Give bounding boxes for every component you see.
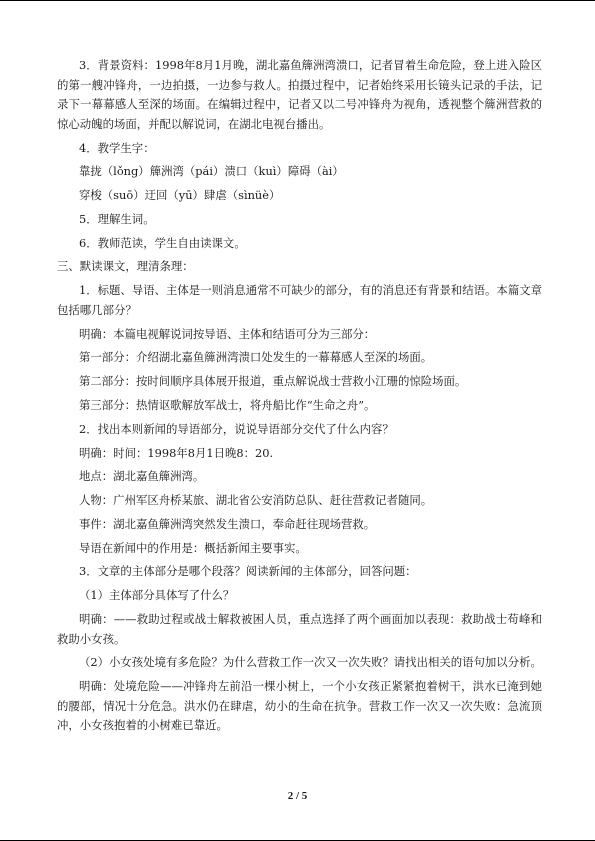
paragraph-background: 3．背景资料：1998年8月1月晚，湖北嘉鱼簰洲湾溃口，记者冒着生命危险，登上进入险区的第一艘冲锋舟，一边拍摄，一边参与救人。拍摄过程中，记者始终采用长镜头记录的手法，记录下一幕幕感人至深的场面。在编辑过程中，记者又以二号冲锋舟为视角，透视整个簰洲营救的惊心动魄的场面，并配以解说词，在湖北电视台播出。 (57, 58, 542, 131)
paragraph-answer-event: 事件：湖北嘉鱼簰洲湾突然发生溃口，奉命赶往现场营救。 (79, 516, 376, 531)
paragraph-question-1: 1．标题、导语、主体是一则消息通常不可缺少的部分，有的消息还有背景和结语。本篇文章包括哪几部分？ (57, 283, 542, 317)
section-heading-3: 三、默读课文，理清条理： (57, 259, 194, 274)
top-border (0, 0, 595, 1)
paragraph-subquestion-1: （1）主体部分具体写了什么？ (79, 588, 235, 603)
paragraph-part-1: 第一部分：介绍湖北嘉鱼簰洲湾溃口处发生的一幕幕感人至深的场面。 (79, 350, 433, 365)
paragraph-lead-role: 导语在新闻中的作用是：概括新闻主要事实。 (79, 540, 307, 555)
paragraph-answer-place: 地点：湖北嘉鱼簰洲湾。 (79, 469, 205, 484)
paragraph-answer-1: 明确：本篇电视解说词按导语、主体和结语可分为三部分： (79, 326, 376, 341)
document-body (57, 56, 542, 740)
paragraph-subanswer-2: 明确：处境危险——冲锋舟左前沿一棵小树上，一个小女孩正紧紧抱着树干，洪水已淹到她的腰部，情况十分危急。洪水仍在肆虐，幼小的生命在抗争。营救工作一次又一次失败：急流顶冲，小女孩抱着的小树难已靠近。 (57, 679, 542, 733)
paragraph-question-3: 3．文章的主体部分是哪个段落？阅读新闻的主体部分，回答问题： (79, 564, 417, 579)
paragraph-subquestion-2: （2）小女孩处境有多危险？为什么营救工作一次又一次失败？请找出相关的语句加以分析。 (79, 655, 542, 670)
paragraph-vocab-line-2: 穿梭（suō）迂回（yū）肆虐（sìnüè） (79, 188, 281, 203)
paragraph-part-2: 第二部分：按时间顺序具体展开报道，重点解说战士营救小江珊的惊险场面。 (79, 374, 467, 389)
paragraph-answer-time: 明确：时间：1998年8月1日晚8：20. (79, 445, 274, 460)
paragraph-step-6: 6．教师范读，学生自由读课文。 (79, 235, 246, 250)
page-number: 2 / 5 (287, 790, 308, 802)
paragraph-question-2: 2．找出本则新闻的导语部分，说说导语部分交代了什么内容？ (79, 421, 394, 436)
paragraph-subanswer-1: 明确：——救助过程或战士解救被困人员，重点选择了两个画面加以表现：救助战士苟峰和救助小女孩。 (57, 612, 542, 646)
paragraph-step-5: 5．理解生词。 (79, 211, 155, 226)
paragraph-answer-people: 人物：广州军区舟桥某旅、湖北省公安消防总队、赶往营救记者随同。 (79, 493, 433, 508)
paragraph-vocab-line-1: 靠拢（lǒng）簰洲湾（pái）溃口（kuì）障碍（ài） (79, 164, 344, 179)
paragraph-part-3: 第三部分：热情讴歌解放军战士，将舟船比作“生命之舟”。 (79, 397, 376, 412)
paragraph-vocab-heading: 4．教学生字： (79, 140, 155, 155)
